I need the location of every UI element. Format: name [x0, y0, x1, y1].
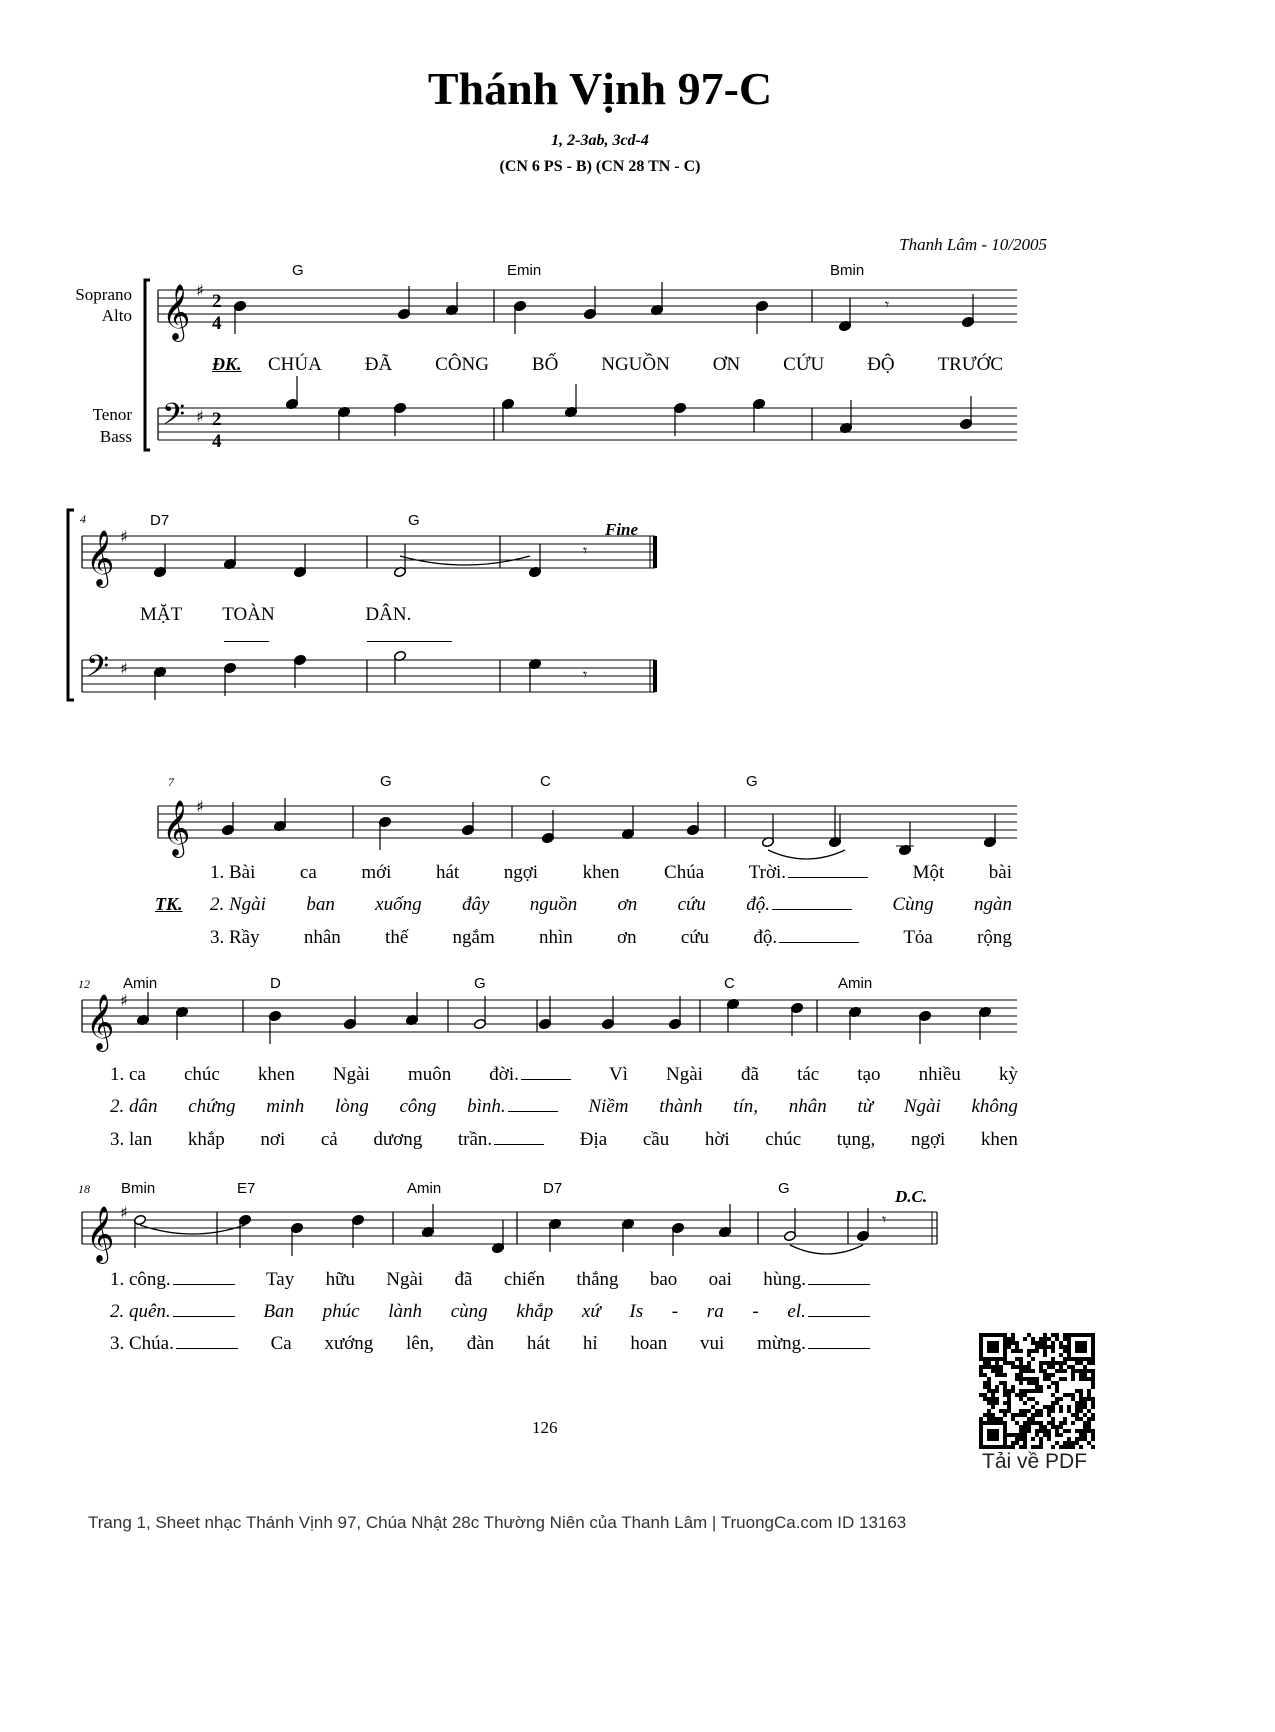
time-signature-numerator: 2 [212, 291, 222, 312]
lyric-syllable: khen [980, 1129, 1018, 1150]
lyric-syllable: xuống [375, 894, 422, 915]
lyric-line [140, 604, 540, 648]
bass-clef-icon: 𝄢 [162, 398, 186, 439]
chord-symbol: G [292, 262, 304, 279]
measure-number: 12 [78, 977, 90, 991]
lyric-syllable: muôn [407, 1064, 452, 1085]
part-label-bass: Bass [99, 427, 132, 446]
occasions: (CN 6 PS - B) (CN 28 TN - C) [499, 158, 701, 175]
lyric-syllable: Một [912, 862, 945, 883]
lyric-syllable: hữu [325, 1269, 355, 1290]
chord-symbol: D [270, 975, 281, 992]
lyric-syllable: đã [741, 1064, 759, 1085]
chord-symbol: C [540, 773, 551, 790]
lyric-syllable: độ. [753, 927, 859, 949]
verse-tag: TK. [155, 894, 183, 914]
lyric-line [110, 1096, 1018, 1118]
lyric-line [210, 894, 1012, 916]
lyric-extender-line [173, 1316, 235, 1317]
lyric-syllable: 3. lan [110, 1129, 153, 1150]
chord-symbol: G [746, 773, 758, 790]
lyric-syllable: đàn [466, 1333, 495, 1354]
rest-icon: 𝄾 [583, 541, 588, 560]
lyric-extender-line [521, 1079, 571, 1080]
lyric-syllable: cầu [642, 1129, 670, 1150]
qr-code-icon[interactable] [978, 1333, 1096, 1449]
lyric-syllable: hời [704, 1129, 730, 1150]
lyric-syllable: khen [582, 862, 620, 883]
key-signature-sharp-icon: ♯ [120, 527, 128, 546]
tie [768, 850, 845, 859]
chord-symbol: Bmin [121, 1180, 156, 1197]
lyric-syllable: 3. Rầy [210, 927, 260, 948]
part-label-alto: Alto [101, 306, 132, 325]
lyric-syllable: Ca [270, 1333, 292, 1354]
lyric-line [268, 354, 1003, 376]
chord-symbol: D7 [150, 512, 170, 529]
lyric-syllable: nhân [788, 1096, 827, 1117]
lyric-syllable: ngắm [452, 927, 495, 948]
chord-symbol: G [778, 1180, 790, 1197]
lyric-extender-line [367, 641, 452, 642]
lyric-syllable: tín, [733, 1096, 758, 1117]
key-signature-sharp-icon: ♯ [120, 659, 128, 678]
lyric-syllable: hùng. [763, 1269, 870, 1291]
lyric-syllable: bài [988, 862, 1012, 883]
lyric-syllable: kỳ [998, 1064, 1018, 1085]
lyric-extender-line [224, 641, 269, 642]
treble-clef-icon: 𝄞 [86, 994, 115, 1050]
time-signature-numerator: 2 [212, 409, 222, 430]
lyric-syllable: Tỏa [903, 927, 933, 948]
lyric-syllable: Ngài [332, 1064, 370, 1085]
lyric-syllable: khắp [516, 1301, 554, 1322]
lyric-extender-line [176, 1348, 238, 1349]
system-bracket [145, 280, 150, 450]
lyric-syllable: đời. [489, 1064, 571, 1086]
lyric-syllable: MẶT [140, 604, 183, 625]
treble-clef-icon: 𝄞 [86, 530, 115, 586]
lyric-line [110, 1301, 870, 1323]
lyric-syllable: 1. công. [110, 1269, 235, 1291]
lyric-syllable: vui [700, 1333, 725, 1354]
fine-marking: Fine [605, 520, 639, 539]
lyric-syllable: CHÚA [268, 354, 322, 375]
lyric-line [210, 862, 1012, 884]
system-bracket [68, 510, 74, 700]
chord-symbol: G [408, 512, 420, 529]
lyric-syllable: TOÀN [222, 604, 315, 648]
lyric-syllable: tụng, [836, 1129, 876, 1150]
lyric-extender-line [494, 1144, 544, 1145]
lyric-syllable: cứu [680, 927, 710, 948]
time-signature-denominator: 4 [212, 431, 222, 452]
tie [790, 1245, 863, 1254]
lyric-extender-line [173, 1284, 235, 1285]
lyric-syllable: xứ [581, 1301, 601, 1322]
lyric-syllable: độ. [746, 894, 852, 916]
lyric-syllable: hát [435, 862, 460, 883]
lyric-syllable: TRƯỚC [937, 354, 1003, 375]
lyric-syllable: lên, [406, 1333, 434, 1354]
verses-reference: 1, 2-3ab, 3cd-4 [551, 132, 649, 149]
lyric-syllable: Is [629, 1301, 644, 1322]
lyric-syllable: Địa [579, 1129, 608, 1150]
key-signature-sharp-icon: ♯ [120, 1203, 128, 1222]
lyric-syllable: Ngài [903, 1096, 941, 1117]
lyric-syllable: Tay [266, 1269, 295, 1290]
lyric-syllable: lòng [334, 1096, 369, 1117]
lyric-syllable: chứng [188, 1096, 236, 1117]
lyric-syllable: ngợi [910, 1129, 946, 1150]
lyric-syllable: CÔNG [435, 354, 489, 375]
lyric-syllable: đã [454, 1269, 473, 1290]
lyric-syllable: BỐ [531, 354, 559, 375]
lyric-syllable: 2. dân [110, 1096, 158, 1117]
lyric-extender-line [808, 1348, 870, 1349]
lyric-syllable: thắng [576, 1269, 619, 1290]
composer: Thanh Lâm - 10/2005 [899, 235, 1047, 254]
refrain-tag: ĐK. [212, 354, 242, 374]
lyric-syllable: el. [787, 1301, 869, 1323]
lyric-syllable: thế [385, 927, 409, 948]
lyric-extender-line [808, 1284, 870, 1285]
treble-clef-icon: 𝄞 [162, 284, 191, 340]
lyric-syllable: - [671, 1301, 679, 1322]
chord-symbol: G [380, 773, 392, 790]
treble-clef-icon: 𝄞 [86, 1206, 115, 1262]
lyric-syllable: nhìn [538, 927, 573, 948]
lyric-syllable: từ [857, 1096, 874, 1117]
lyric-syllable: hoan [630, 1333, 668, 1354]
measure-number: 7 [168, 775, 174, 789]
chord-symbol: Amin [123, 975, 158, 992]
lyric-syllable: mừng. [757, 1333, 870, 1355]
dc-marking: D.C. [895, 1187, 928, 1206]
lyric-syllable: ca [299, 862, 317, 883]
lyric-extender-line [772, 909, 852, 910]
lyric-syllable: chiến [503, 1269, 545, 1290]
chord-symbol: Amin [838, 975, 873, 992]
chord-symbol: C [724, 975, 735, 992]
key-signature-sharp-icon: ♯ [196, 407, 204, 426]
chord-symbol: G [474, 975, 486, 992]
lyric-syllable: 3. Chúa. [110, 1333, 238, 1355]
lyric-syllable: xướng [324, 1333, 374, 1354]
lyric-syllable: hỉ [582, 1333, 598, 1354]
treble-clef-icon: 𝄞 [162, 800, 191, 856]
lyric-syllable: Vì [608, 1064, 628, 1085]
lyric-syllable: không [971, 1096, 1018, 1117]
measure-number: 4 [80, 512, 86, 526]
time-signature-denominator: 4 [212, 313, 222, 334]
part-label-tenor: Tenor [92, 405, 132, 424]
lyric-extender-line [508, 1111, 558, 1112]
lyric-syllable: Niềm [588, 1096, 629, 1117]
lyric-syllable: ĐÃ [364, 354, 393, 375]
lyric-syllable: bình. [467, 1096, 558, 1118]
lyric-syllable: NGUỒN [601, 354, 670, 375]
lyric-syllable: cứu [677, 894, 706, 915]
chord-symbol: Amin [407, 1180, 442, 1197]
bass-clef-icon: 𝄢 [86, 650, 110, 691]
lyric-syllable: 2. quên. [110, 1301, 235, 1323]
lyric-syllable: ĐỘ [867, 354, 895, 375]
key-signature-sharp-icon: ♯ [196, 281, 204, 300]
lyric-syllable: ơn [617, 927, 637, 948]
lyric-syllable: lành [388, 1301, 423, 1322]
lyric-syllable: Chúa [664, 862, 705, 883]
lyric-syllable: khen [257, 1064, 295, 1085]
lyric-syllable: Cùng [892, 894, 934, 915]
lyric-syllable: bao [649, 1269, 678, 1290]
page-title: Thánh Vịnh 97-C [427, 63, 773, 114]
measure-number: 18 [78, 1182, 90, 1196]
lyric-line [110, 1269, 870, 1291]
lyric-syllable: chúc [183, 1064, 220, 1085]
lyric-syllable: nhiều [918, 1064, 961, 1085]
lyric-syllable: 2. Ngài [210, 894, 266, 915]
lyric-syllable: Ngài [666, 1064, 703, 1085]
lyric-syllable: minh [266, 1096, 305, 1117]
part-label-soprano: Soprano [75, 285, 132, 304]
lyric-syllable: công [399, 1096, 437, 1117]
lyric-line [110, 1333, 870, 1355]
lyric-syllable: nhân [303, 927, 341, 948]
lyric-syllable: oai [708, 1269, 732, 1290]
lyric-syllable: hát [526, 1333, 551, 1354]
key-signature-sharp-icon: ♯ [196, 797, 204, 816]
lyric-line [110, 1129, 1018, 1151]
lyric-syllable: trần. [458, 1129, 544, 1151]
lyric-syllable: tác [797, 1064, 820, 1085]
footer-caption: Trang 1, Sheet nhạc Thánh Vịnh 97, Chúa Nhật 28c Thường Niên của Thanh Lâm | TruongCa.com ID 13163 [88, 1513, 907, 1532]
lyric-extender-line [779, 942, 859, 943]
lyric-syllable: ra [706, 1301, 724, 1322]
rest-icon: 𝄾 [882, 1210, 887, 1229]
lyric-syllable: nguồn [529, 894, 578, 915]
lyric-line [110, 1064, 1018, 1086]
lyric-syllable: ngợi [503, 862, 539, 883]
lyric-syllable: DÂN. [365, 604, 490, 648]
lyric-syllable: 1. Bài [210, 862, 256, 883]
lyric-extender-line [808, 1316, 870, 1317]
lyric-syllable: Trời. [749, 862, 868, 884]
tie [140, 1225, 245, 1234]
rest-icon: 𝄾 [583, 665, 588, 684]
lyric-syllable: 1. ca [110, 1064, 146, 1085]
lyric-syllable: phúc [322, 1301, 360, 1322]
chord-symbol: E7 [237, 1180, 256, 1197]
lyric-syllable: chúc [765, 1129, 802, 1150]
lyric-syllable: thành [659, 1096, 703, 1117]
key-signature-sharp-icon: ♯ [120, 991, 128, 1010]
lyric-syllable: ban [306, 894, 335, 915]
lyric-line [210, 927, 1012, 949]
lyric-syllable: dương [373, 1129, 423, 1150]
lyric-syllable: Ngài [386, 1269, 424, 1290]
lyric-syllable: Ban [263, 1301, 294, 1322]
lyric-syllable: nơi [260, 1129, 286, 1150]
lyric-syllable: khắp [187, 1129, 225, 1150]
chord-symbol: Emin [507, 262, 542, 279]
download-pdf-link[interactable]: Tải về PDF [982, 1450, 1088, 1473]
chord-symbol: D7 [543, 1180, 563, 1197]
rest-icon: 𝄾 [885, 295, 890, 314]
lyric-syllable: đây [461, 894, 490, 915]
lyric-syllable: ƠN [712, 354, 741, 375]
lyric-syllable: ơn [617, 894, 638, 915]
page-number: 126 [532, 1418, 558, 1437]
lyric-syllable: CỨU [783, 354, 825, 375]
lyric-syllable: - [752, 1301, 759, 1322]
lyric-syllable: tạo [857, 1064, 881, 1085]
chord-symbol: Bmin [830, 262, 865, 279]
lyric-syllable: mới [361, 862, 392, 883]
lyric-syllable: rộng [977, 927, 1012, 948]
lyric-syllable: ngàn [973, 894, 1012, 915]
lyric-syllable: cùng [450, 1301, 488, 1322]
lyric-extender-line [788, 877, 868, 878]
lyric-syllable: cả [320, 1129, 338, 1150]
